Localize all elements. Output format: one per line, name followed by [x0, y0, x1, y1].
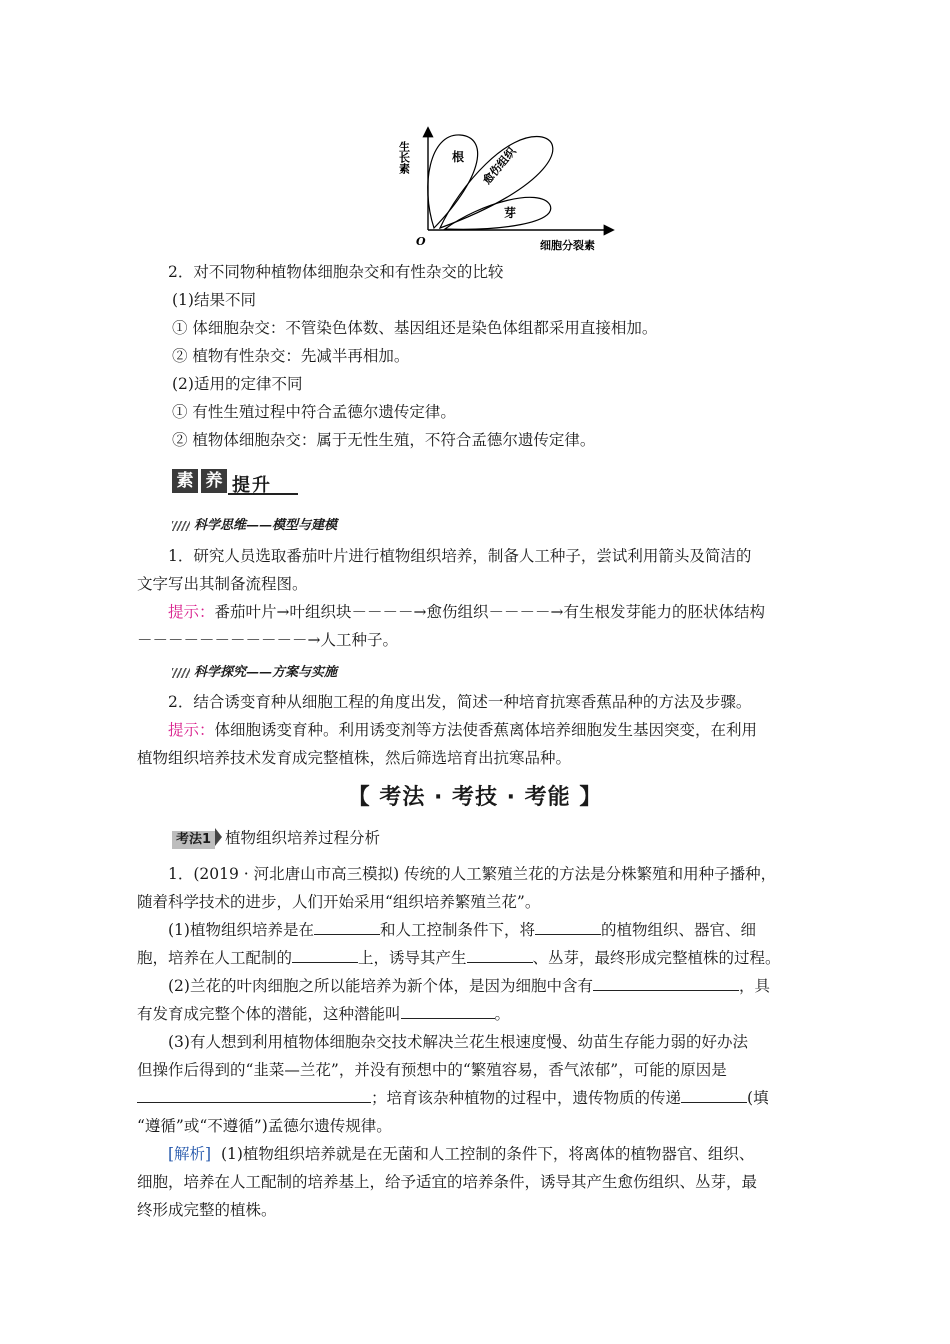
answer-blank[interactable]: [401, 1004, 495, 1019]
analysis-line-1: [168, 1144, 848, 1164]
q1-line-1: 1．研究人员选取番茄叶片进行植物组织培养，制备人工种子，尝试利用箭头及简洁的: [168, 547, 752, 565]
problem-q3-line-1: (3)有人想到利用植物体细胞杂交技术解决兰花生根速度慢、幼苗生存能力弱的好办法: [168, 1033, 748, 1051]
comparison-line-4: (2)适用的定律不同: [172, 375, 303, 393]
callus-label: 愈伤组织: [480, 144, 519, 187]
subheading-scientific-thinking: [172, 517, 337, 535]
problem-q3-line-4: “遵循”或“不遵循”)孟德尔遗传规律。: [137, 1117, 392, 1135]
literacy-banner: [172, 469, 302, 499]
text: (填: [747, 1089, 769, 1107]
text: ；培育该杂种植物的过程中，遗传物质的传递: [371, 1089, 682, 1107]
subheading-text: 科学探究——方案与实施: [194, 665, 338, 680]
comparison-line-1: (1)结果不同: [172, 291, 256, 309]
text: 胞，培养在人工配制的: [137, 949, 293, 967]
text: 。: [494, 1005, 511, 1023]
text: 和人工控制条件下，将: [379, 921, 535, 939]
text: (2)兰花的叶肉细胞之所以能培养为新个体，是因为细胞中含有: [168, 977, 593, 995]
problem-q2-line-2: [137, 1004, 817, 1024]
banner-text: 提升: [232, 475, 272, 496]
problem-q3-line-3: [137, 1088, 817, 1108]
q1-line-2: 文字写出其制备流程图。: [137, 575, 308, 593]
problem-q1-line-1: [168, 920, 848, 940]
q2-answer-line-2: 植物组织培养技术发育成完整植株，然后筛选培育出抗寒品种。: [137, 749, 572, 767]
answer-blank[interactable]: [535, 920, 601, 935]
text: 有发育成完整个体的潜能，这种潜能叫: [137, 1005, 401, 1023]
q2-answer-text: 体细胞诱变育种。利用诱变剂等方法使香蕉离体培养细胞发生基因突变，在利用: [214, 721, 758, 739]
bud-label: 芽: [504, 206, 517, 220]
comparison-line-6: ② 植物体细胞杂交：属于无性生殖，不符合孟德尔遗传定律。: [172, 431, 596, 449]
answer-blank[interactable]: [467, 948, 533, 963]
banner-tile-2: 养: [201, 469, 227, 493]
comparison-heading: 2．对不同物种植物体细胞杂交和有性杂交的比较: [168, 263, 504, 281]
answer-blank[interactable]: [681, 1088, 747, 1103]
banner-underline: [228, 493, 298, 495]
stripes-icon: [172, 521, 190, 531]
text: (1)植物组织培养是在: [168, 921, 314, 939]
q1-answer-line-2: －－－－－－－－－－－→人工种子。: [137, 631, 398, 649]
method-tag: 考法1: [172, 831, 215, 849]
subheading-scientific-inquiry: [172, 664, 337, 682]
origin-label: O: [416, 235, 426, 248]
text: 、丛芽，最终形成完整植株的过程。: [532, 949, 781, 967]
problem-q1-line-2: [137, 948, 817, 968]
problem-line-1: 1．(2019 · 河北唐山市高三模拟) 传统的人工繁殖兰花的方法是分株繁殖和用种子播种，: [168, 865, 777, 883]
text: 上，诱导其产生: [358, 949, 467, 967]
answer-blank[interactable]: [314, 920, 380, 935]
section-title: 【 考法 · 考技 · 考能 】: [347, 785, 603, 810]
comparison-line-3: ② 植物有性杂交：先减半再相加。: [172, 347, 410, 365]
banner-tile-1: 素: [172, 469, 198, 493]
y-axis-label: 生长素: [397, 141, 411, 174]
text: ，具: [738, 977, 770, 995]
hormone-diagram: [390, 125, 620, 255]
stripes-icon: [172, 668, 190, 678]
subheading-text: 科学思维——模型与建模: [194, 518, 338, 533]
problem-line-2: 随着科学技术的进步，人们开始采用“组织培养繁殖兰花”。: [137, 893, 541, 911]
analysis-line-3: 终形成完整的植株。: [137, 1201, 277, 1219]
hint-label: 提示：: [168, 721, 215, 739]
answer-blank[interactable]: [137, 1088, 371, 1103]
problem-q3-line-2: 但操作后得到的“韭菜—兰花”，并没有预想中的“繁殖容易，香气浓郁”，可能的原因是: [137, 1061, 727, 1079]
x-axis-label: 细胞分裂素: [540, 239, 595, 252]
method-heading: [172, 828, 852, 849]
method-title: 植物组织培养过程分析: [225, 829, 381, 847]
root-label: 根: [452, 150, 465, 164]
q1-answer-line-1: [168, 602, 848, 622]
hint-label: 提示：: [168, 603, 215, 621]
analysis-label: [解析]: [168, 1145, 212, 1163]
problem-q2-line-1: [168, 976, 848, 996]
answer-blank[interactable]: [593, 976, 739, 991]
analysis-line-2: 细胞，培养在人工配制的培养基上，给予适宜的培养条件，诱导其产生愈伤组织、丛芽，最: [137, 1173, 758, 1191]
comparison-line-5: ① 有性生殖过程中符合孟德尔遗传定律。: [172, 403, 456, 421]
comparison-line-2: ① 体细胞杂交：不管染色体数、基因组还是染色体组都采用直接相加。: [172, 319, 658, 337]
text: (1)植物组织培养就是在无菌和人工控制的条件下，将离体的植物器官、组织、: [220, 1145, 755, 1163]
answer-blank[interactable]: [292, 948, 358, 963]
q2-answer-line-1: [168, 720, 848, 740]
text: 的植物组织、器官、细: [600, 921, 756, 939]
q2-line-1: 2．结合诱变育种从细胞工程的角度出发，简述一种培育抗寒香蕉品种的方法及步骤。: [168, 693, 752, 711]
q1-answer-text: 番茄叶片→叶组织块－－－－→愈伤组织－－－－→有生根发芽能力的胚状体结构: [214, 603, 765, 621]
triangle-icon: [215, 828, 222, 846]
